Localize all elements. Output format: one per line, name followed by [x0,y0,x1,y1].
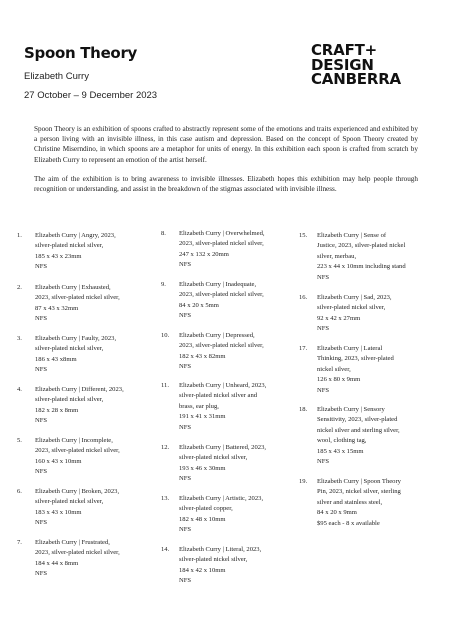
item-number: 7. [17,539,22,546]
item-number: 14. [161,546,170,553]
exhibition-dates: 27 October – 9 December 2023 [24,90,158,101]
item-details: Elizabeth Curry | Literal, 2023, silver-plated nickel silver, 184 x 42 x 10mm NFS [179,546,262,585]
item-number: 1. [17,232,22,239]
item-details: Elizabeth Curry | Faulty, 2023, silver-plated nickel silver, 186 x 43 x8mm NFS [35,335,117,374]
item-number: 18. [299,406,308,413]
item-number: 10. [161,332,170,339]
item-details: Elizabeth Curry | Frustrated, 2023, silver-plated nickel silver, 184 x 44 x 8mm NFS [35,539,120,578]
item-number: 15. [299,232,308,239]
item-number: 19. [299,478,308,485]
item-details: Elizabeth Curry | Sense of Justice, 2023, silver-plated nickel silver, merbau, 223 x 44 x 10mm including stand NFS [317,232,406,281]
item-number: 9. [161,281,166,288]
item-number: 8. [161,230,166,237]
item-number: 4. [17,386,22,393]
item-details: Elizabeth Curry | Lateral Thinking, 2023, silver-plated nickel silver, 126 x 80 x 9mm NFS [317,345,394,394]
item-number: 5. [17,437,22,444]
item-number: 17. [299,345,308,352]
exhibition-title: Spoon Theory [24,44,138,62]
item-number: 11. [161,382,169,389]
item-details: Elizabeth Curry | Sensory Sensitivity, 2023, silver-plated nickel silver and sterling silver, wool, clothing tag, 185 x 43 x 15mm NFS [317,406,400,466]
intro-text [34,124,418,203]
item-details: Elizabeth Curry | Overwhelmed, 2023, silver-plated nickel silver, 247 x 132 x 20mm NFS [179,230,265,269]
item-details: Elizabeth Curry | Inadequate, 2023, silver-plated nickel silver, 84 x 20 x 5mm NFS [179,281,264,320]
item-number: 3. [17,335,22,342]
item-details: Elizabeth Curry | Exhausted, 2023, silver-plated nickel silver, 87 x 43 x 32mm NFS [35,284,120,323]
item-details: Elizabeth Curry | Spoon Theory Pin, 2023, nickel silver, sterling silver and stainless steel, 84 x 20 x 9mm $95 each - 8 x available [317,478,401,527]
item-number: 13. [161,495,170,502]
intro-paragraph: The aim of the exhibition is to bring awareness to invisible illnesses. Elizabeth hopes this exhibition may help people through recognition or understanding, and assist in the breakdown of the stigmas associated with invisible illness. [34,174,418,194]
logo-line: DESIGN [311,55,374,74]
item-number: 6. [17,488,22,495]
craft-design-canberra-logo [311,43,401,87]
item-number: 16. [299,294,308,301]
item-details: Elizabeth Curry | Sad, 2023, silver-plated nickel silver, 92 x 42 x 27mm NFS [317,294,392,333]
item-number: 12. [161,444,170,451]
item-details: Elizabeth Curry | Battered, 2023, silver-plated nickel silver, 193 x 46 x 30mm NFS [179,444,267,483]
item-details: Elizabeth Curry | Different, 2023, silver-plated nickel silver, 182 x 28 x 8mm NFS [35,386,124,425]
item-details: Elizabeth Curry | Depressed, 2023, silver-plated nickel silver, 182 x 43 x 82mm NFS [179,332,264,371]
item-details: Elizabeth Curry | Artistic, 2023, silver-plated copper, 182 x 48 x 10mm NFS [179,495,264,534]
item-details: Elizabeth Curry | Angry, 2023, silver-plated nickel silver, 185 x 43 x 23mm NFS [35,232,116,271]
artist-name: Elizabeth Curry [24,71,89,82]
item-details: Elizabeth Curry | Incomplete, 2023, silver-plated nickel silver, 160 x 43 x 10mm NFS [35,437,120,476]
item-details: Elizabeth Curry | Broken, 2023, silver-plated nickel silver, 183 x 43 x 10mm NFS [35,488,120,527]
logo-line: CANBERRA [311,70,401,88]
logo-line: CRAFT+ [311,41,378,59]
intro-paragraph: Spoon Theory is an exhibition of spoons crafted to abstractly represent some of the emotions and traits experienced and exhibited by a person living with an invisible illness, in this case autism and depression. Based on the concept of Spoon Theory created by Christine Miserndino, in which spoons are a metaphor for units of energy. In this exhibition each spoon is crafted from scratch by Elizabeth Curry to represent an emotion of the artist herself. [34,125,418,164]
item-number: 2. [17,284,22,291]
item-details: Elizabeth Curry | Unheard, 2023, silver-plated nickel silver and brass, ear plug, 191 x 41 x 31mm NFS [179,382,267,431]
